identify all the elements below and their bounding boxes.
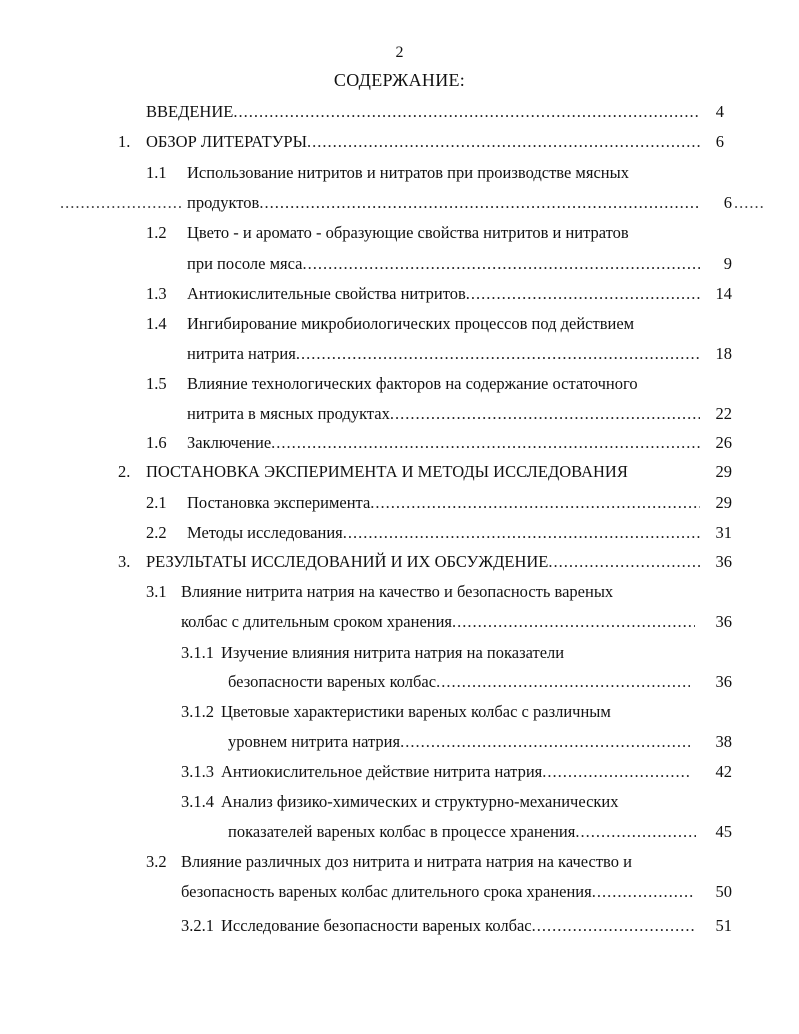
toc-entry-title: уровнем нитрита натрия (228, 732, 401, 751)
toc-entry-title: Анализ физико-химических и структурно-механических (221, 792, 619, 811)
toc-entry-title: продуктов (187, 193, 260, 212)
toc-entry-number: 1.4 (146, 314, 167, 333)
toc-leader-dots (259, 191, 700, 215)
toc-entry-number: 1.1 (146, 163, 167, 182)
toc-entry-page: 50 (715, 882, 732, 901)
toc-entry-page: 6 (715, 132, 724, 151)
toc-entry-number: 3.1.1 (181, 643, 214, 662)
toc-entry-title: безопасности вареных колбас (228, 672, 437, 691)
toc-entry-title: Заключение (187, 433, 272, 452)
toc-entry-page: 22 (715, 404, 732, 423)
toc-entry-title: нитрита натрия (187, 344, 296, 363)
toc-entry-page: 36 (715, 672, 732, 691)
toc-entry-title: РЕЗУЛЬТАТЫ ИССЛЕДОВАНИЙ И ИХ ОБСУЖДЕНИЕ (146, 552, 549, 571)
toc-entry-1-3[interactable] (0, 282, 799, 306)
toc-entry-title: Цвето - и аромато - образующие свойства нитритов и нитратов (187, 223, 629, 242)
toc-entry-page: 51 (715, 916, 732, 935)
toc-entry-title: Антиокислительные свойства нитритов (187, 284, 466, 303)
toc-leader-dots (400, 730, 690, 754)
toc-entry-1-4-line2[interactable] (0, 342, 799, 366)
toc-entry-title: нитрита в мясных продуктах (187, 404, 390, 423)
toc-entry-number: 2.1 (146, 493, 167, 512)
toc-entry-title: колбас с длительным сроком хранения (181, 612, 453, 631)
toc-entry-3-2-line1[interactable] (0, 850, 799, 874)
toc-entry-1-2-line2[interactable] (0, 252, 799, 276)
toc-entry-title: при посоле мяса (187, 254, 303, 273)
toc-leader-dots (452, 610, 695, 634)
toc-entry-page: 18 (715, 344, 732, 363)
toc-entry-3-1-4-line2[interactable] (0, 820, 799, 844)
toc-entry-number: 3.2 (146, 852, 167, 871)
toc-entry-3-1-2-line1[interactable] (0, 700, 799, 724)
page-number: 2 (395, 44, 404, 61)
toc-entry-page: 9 (723, 254, 732, 273)
toc-entry-2-2[interactable] (0, 521, 799, 545)
toc-entry-page: 29 (715, 462, 732, 481)
toc-entry-title: Использование нитритов и нитратов при производстве мясных (187, 163, 629, 182)
page-title: СОДЕРЖАНИЕ: (333, 70, 466, 90)
toc-entry-3-1-3[interactable] (0, 760, 799, 784)
toc-leader-dots (575, 820, 696, 844)
toc-entry-3-1-1-line1[interactable] (0, 641, 799, 665)
toc-entry-title: Антиокислительное действие нитрита натрия (221, 762, 543, 781)
toc-entry-2[interactable] (0, 460, 799, 484)
toc-entry-page: 29 (715, 493, 732, 512)
toc-entry-1-2-line1[interactable] (0, 221, 799, 245)
toc-entry-page: 36 (715, 612, 732, 631)
toc-leader-dots (466, 282, 700, 306)
toc-entry-title: ПОСТАНОВКА ЭКСПЕРИМЕНТА И МЕТОДЫ ИССЛЕДОВАНИЯ (146, 462, 628, 481)
toc-entry-number: 2.2 (146, 523, 167, 542)
toc-entry-number: 3.2.1 (181, 916, 214, 935)
toc-entry-page: 26 (715, 433, 732, 452)
toc-entry-number: 3.1.4 (181, 792, 214, 811)
toc-entry-number: 2. (118, 462, 131, 481)
toc-entry-page: 42 (715, 762, 732, 781)
toc-entry-number: 3. (118, 552, 131, 571)
toc-entry-title: Методы исследования (187, 523, 343, 542)
toc-entry-number: 3.1 (146, 582, 167, 601)
toc-entry-1-5-line2[interactable] (0, 402, 799, 426)
toc-entry-number: 1.3 (146, 284, 167, 303)
toc-entry-page: 14 (715, 284, 732, 303)
toc-entry-number: 1. (118, 132, 131, 151)
toc-leader-dots (532, 914, 695, 938)
toc-entry-page: 6 (723, 193, 732, 212)
toc-entry-number: 1.2 (146, 223, 167, 242)
toc-entry-3[interactable] (0, 550, 799, 574)
toc-entry-title: показателей вареных колбас в процессе хранения (228, 822, 576, 841)
toc-entry-3-1-4-line1[interactable] (0, 790, 799, 814)
toc-leader-dots (307, 130, 700, 154)
toc-entry-page: 38 (715, 732, 732, 751)
toc-entry-3-2-line2[interactable] (0, 880, 799, 904)
toc-leader-dots (592, 880, 695, 904)
toc-entry-1-4-line1[interactable] (0, 312, 799, 336)
toc-entry-number: 3.1.2 (181, 702, 214, 721)
toc-entry-1-1-line2[interactable] (0, 191, 799, 215)
toc-leader-dots (302, 252, 700, 276)
toc-entry-title: Исследование безопасности вареных колбас (221, 916, 532, 935)
toc-entry-3-1-line1[interactable] (0, 580, 799, 604)
toc-leader-dots (233, 100, 700, 124)
toc-entry-page: 31 (715, 523, 732, 542)
toc-entry-number: 1.6 (146, 433, 167, 452)
toc-leader-dots (370, 491, 700, 515)
toc-entry-3-2-1[interactable] (0, 914, 799, 938)
toc-entry-1-6[interactable] (0, 431, 799, 455)
toc-leader-dots (271, 431, 700, 455)
toc-entry-title: Влияние различных доз нитрита и нитрата натрия на качество и (181, 852, 632, 871)
toc-entry-1-1-line1[interactable] (0, 161, 799, 185)
toc-entry-title: Влияние нитрита натрия на качество и безопасность вареных (181, 582, 614, 601)
toc-entry-number: 3.1.3 (181, 762, 214, 781)
toc-leader-dots (542, 760, 690, 784)
toc-entry-1-5-line1[interactable] (0, 372, 799, 396)
toc-entry-title: Цветовые характеристики вареных колбас с различным (221, 702, 611, 721)
toc-leader-dots (548, 550, 700, 574)
toc-leader-dots (390, 402, 700, 426)
toc-entry-1[interactable] (0, 130, 799, 154)
toc-entry-title: ОБЗОР ЛИТЕРАТУРЫ (146, 132, 307, 151)
toc-entry-page: 4 (715, 102, 724, 121)
toc-entry-page: 45 (715, 822, 732, 841)
toc-entry-2-1[interactable] (0, 491, 799, 515)
toc-entry-page: 36 (715, 552, 732, 571)
toc-leader-dots (343, 521, 700, 545)
toc-entry-introduction[interactable] (0, 100, 799, 124)
toc-entry-title: безопасность вареных колбас длительного срока хранения (181, 882, 592, 901)
toc-entry-3-1-line2[interactable] (0, 610, 799, 634)
toc-entry-title: ВВЕДЕНИЕ (146, 102, 234, 121)
toc-entry-title: Изучение влияния нитрита натрия на показатели (221, 643, 565, 662)
toc-entry-title: Влияние технологических факторов на содержание остаточного (187, 374, 638, 393)
toc-entry-title: Постановка эксперимента (187, 493, 371, 512)
toc-entry-title: Ингибирование микробиологических процессов под действием (187, 314, 635, 333)
stray-scan-dots (60, 191, 184, 215)
stray-scan-dots (734, 191, 764, 215)
toc-entry-3-1-2-line2[interactable] (0, 730, 799, 754)
toc-entry-number: 1.5 (146, 374, 167, 393)
toc-entry-3-1-1-line2[interactable] (0, 670, 799, 694)
toc-leader-dots (296, 342, 700, 366)
toc-leader-dots (436, 670, 690, 694)
